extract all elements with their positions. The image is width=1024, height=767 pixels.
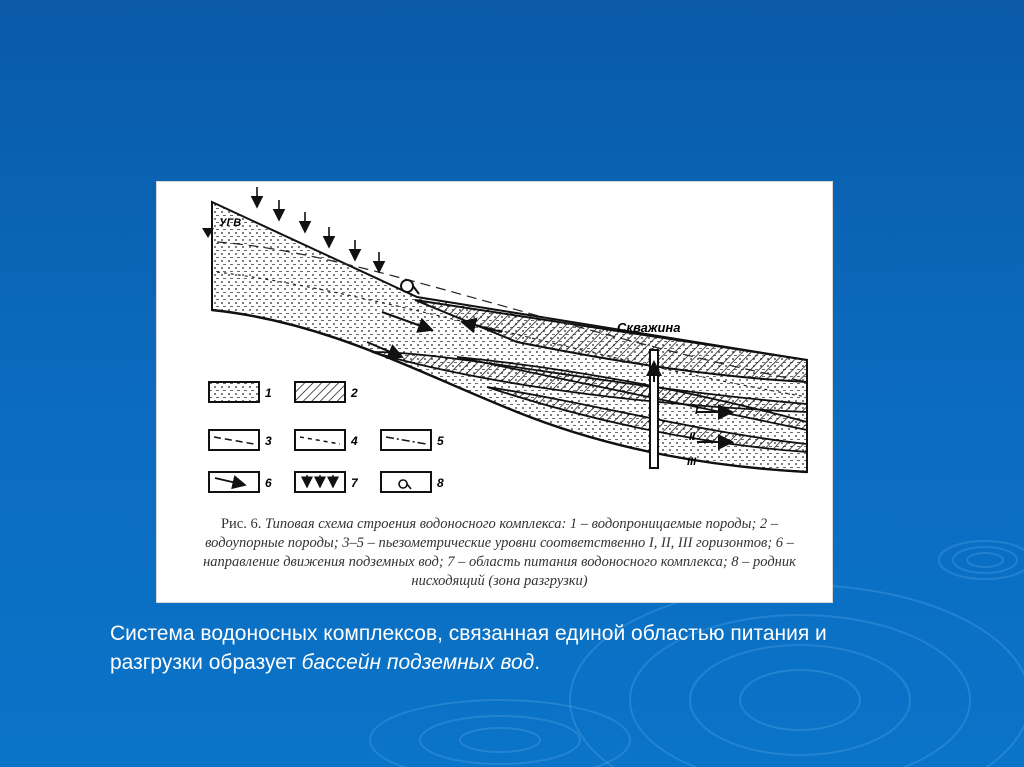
well bbox=[650, 350, 658, 468]
caption-lead: Рис. 6. bbox=[220, 516, 262, 532]
figure-card bbox=[156, 181, 833, 603]
horizon-i-label: I bbox=[695, 405, 699, 417]
horizon-iii-label: III bbox=[687, 456, 697, 468]
legend-number-3: 3 bbox=[265, 434, 272, 448]
slide-text-emphasis: бассейн подземных вод bbox=[301, 651, 535, 674]
slide-body-text bbox=[110, 619, 850, 677]
ugv-label: УГВ bbox=[219, 217, 242, 229]
slide-text-end: . bbox=[534, 651, 541, 674]
legend-number-5: 5 bbox=[437, 434, 444, 448]
legend bbox=[209, 382, 431, 492]
figure-caption bbox=[187, 515, 812, 591]
legend-number-4: 4 bbox=[351, 434, 358, 448]
well-label: Скважина bbox=[617, 320, 681, 335]
legend-number-7: 7 bbox=[351, 476, 358, 490]
horizon-ii-label: II bbox=[689, 431, 696, 443]
legend-number-6: 6 bbox=[265, 476, 272, 490]
legend-number-8: 8 bbox=[437, 476, 444, 490]
slide-text-part1: Система водоносных комплексов, связанная единой областью питания и разгрузки образует bbox=[110, 622, 827, 674]
legend-number-2: 2 bbox=[351, 386, 358, 400]
legend-number-1: 1 bbox=[265, 386, 272, 400]
spring-symbol bbox=[401, 280, 419, 294]
caption-body: Типовая схема строения водоносного комплекса: 1 – водопроницаемые породы; 2 – водоупорные породы; 3–5 – пьезометрические уровни соответственно I, II, III горизонтов; 6 – направление движения подземных вод; 7 – область питания водоносного комплекса; 8 – родник нисходящий (зона разгрузки) bbox=[203, 516, 796, 589]
aquifer-scheme-diagram bbox=[157, 182, 832, 512]
